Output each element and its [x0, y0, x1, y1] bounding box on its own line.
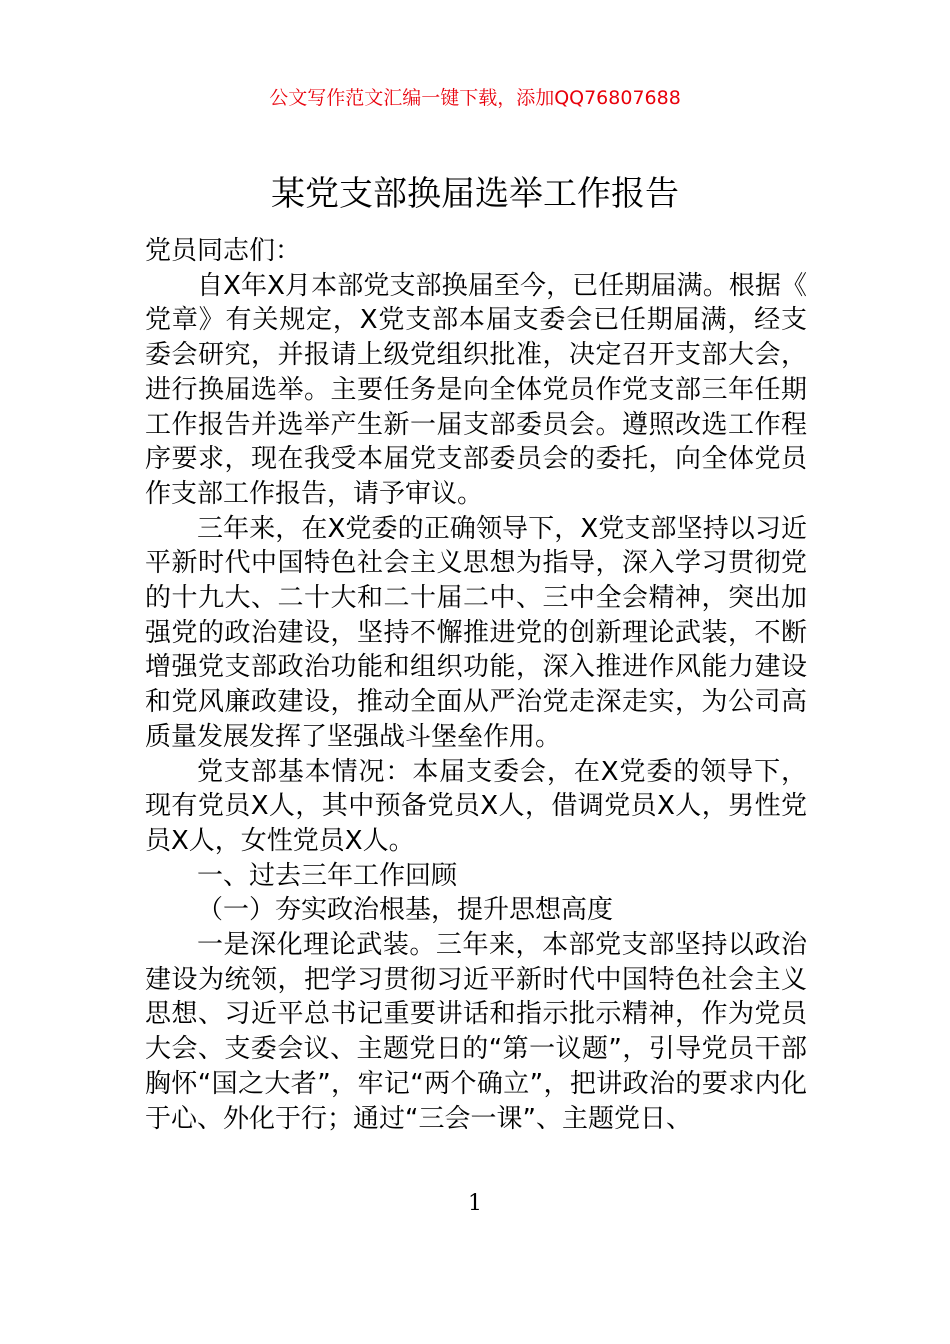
paragraph: 一是深化理论武装。三年来，本部党支部坚持以政治建设为统领，把学习贯彻习近平新时代中国特色社会主义思想、习近平总书记重要讲话和指示批示精神，作为党员大会、支委会议、主题党日的“第一议题”，引导党员干部胸怀“国之大者”，牢记“两个确立”，把讲政治的要求内化于心、外化于行；通过“三会一课”、主题党日、	[145, 930, 807, 1134]
page-number: 1	[468, 1191, 482, 1216]
document-title: 某党支部换届选举工作报告	[271, 174, 679, 214]
watermark-banner: 公文写作范文汇编一键下载，添加QQ76807688	[269, 87, 681, 109]
paragraph: 党支部基本情况：本届支委会，在X党委的领导下，现有党员X人，其中预备党员X人，借调党员X人，男性党员X人，女性党员X人。	[145, 756, 807, 856]
paragraph: 自X年X月本部党支部换届至今，已任期届满。根据《党章》有关规定，X党支部本届支委会已任期届满，经支委会研究，并报请上级党组织批准，决定召开支部大会，进行换届选举。主要任务是向全体党员作党支部三年任期工作报告并选举产生新一届支部委员会。遵照改选工作程序要求，现在我受本届党支部委员会的委托，向全体党员作支部工作报告，请予审议。	[145, 270, 807, 509]
subsection-heading: （一）夯实政治根基，提升思想高度	[197, 895, 614, 926]
salutation: 党员同志们：	[145, 236, 302, 266]
section-heading: 一、过去三年工作回顾	[197, 860, 458, 891]
document-body	[145, 234, 807, 1136]
paragraph: 三年来，在X党委的正确领导下，X党支部坚持以习近平新时代中国特色社会主义思想为指导，深入学习贯彻党的十九大、二十大和二十届二中、三中全会精神，突出加强党的政治建设，坚持不懈推进党的创新理论武装，不断增强党支部政治功能和组织功能，深入推进作风能力建设和党风廉政建设，推动全面从严治党走深走实，为公司高质量发展发挥了坚强战斗堡垒作用。	[145, 513, 807, 752]
